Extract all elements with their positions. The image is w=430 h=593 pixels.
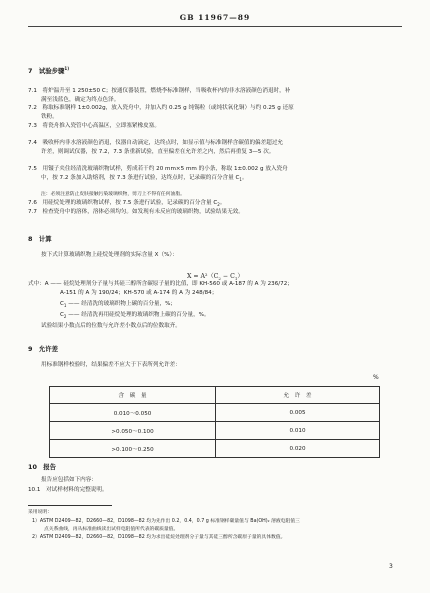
para-7-2-line2: 铁粉。 <box>41 114 58 120</box>
para-7-5-line2: 中，按 7.2 条加入助熔剂，按 7.3 条进行试验，达终点时，记录碳的百分含量 $C_1$。 <box>41 175 248 183</box>
tolerance-table <box>49 386 380 458</box>
footnote-rule <box>28 505 112 506</box>
where-line2: A-151 的 A 为 190/24；KH-570 或 A-174 的 A 为 248/84； <box>60 290 218 296</box>
report-item-10-1: 10.1 对试样材料的完整说明。 <box>28 487 108 493</box>
header-tolerance: 允 许 差 <box>216 387 380 404</box>
section-8-heading: 8 计算 <box>28 235 52 243</box>
para-7-4-line1: 7.4 吸收杯内非水溶液颜色消退，仪器自动滴定，达终点时，如显示值与标准钢样含碳值的偏差超过允 <box>28 140 284 146</box>
cell-carbon-content: 0.010～0.050 <box>50 404 216 422</box>
footnote-2: 2）ASTM D2409—82，D2660—82，D1098—82 均为求出硅烷处理剂分子量与其硅三醇所含碳原子量的具体数值。 <box>32 535 286 540</box>
cell-tolerance: 0.005 <box>216 404 380 422</box>
para-7-5-line1: 7.5 用镊子夹住经清洗玻璃织物试样，剪成若干约 20 mm×5 mm 的小条，称取 1±0.002 g 放入瓷舟 <box>28 166 288 172</box>
where-line1: 式中：A —— 硅烷处理剂分子量与其硅三醇所含碳原子量的比值，即 KH-560 或 A-187 的 A 为 236/72； <box>28 281 293 287</box>
para-7-1-line1: 7.1 将炉温升至 1 250±50 C；按通仪器装置，燃烧李标准钢样，当吸收杯内的非水溶液颜色消退时，补 <box>28 88 291 94</box>
table-row <box>50 440 380 458</box>
note-7-5: 注：必须注意防止皮肤接触污染玻璃织物，剪刀上不得有任何油脂。 <box>41 192 185 197</box>
footnote-1-line1: 1）ASTM D2409—82，D2660—82，D1098—82 均为先作出 0.2，0.4，0.7 g 标准钢样碳量值与 Ba(OH)₂ 溶液电阻值三 <box>32 519 300 524</box>
cell-tolerance: 0.010 <box>216 422 380 440</box>
where-c1: $C_1$ —— 经清洗的玻璃织物上碳的百分量，%； <box>60 301 177 309</box>
para-7-1-line2: 满至浅蓝色，确定为终点色泽。 <box>41 97 120 103</box>
table-row <box>50 422 380 440</box>
para-7-3: 7.3 将瓷舟推入瓷管中心高温区，立即塞紧橡皮塞。 <box>28 123 160 129</box>
para-7-4-line2: 许差，则调试仪器，按 7.2，7.3 条重新试验，直至偏差在允许差之内，然后再重复 3—5 次。 <box>41 149 275 155</box>
header-carbon-content: 含 碳 量 <box>50 387 216 404</box>
report-intro: 报告应包括如下内容： <box>41 477 97 483</box>
cell-carbon-content: >0.100～0.250 <box>50 440 216 458</box>
cell-carbon-content: >0.050～0.100 <box>50 422 216 440</box>
cell-tolerance: 0.020 <box>216 440 380 458</box>
where-c2: $C_2$ —— 经清洗再用硅烷处理的玻璃织物上碳的百分量，%。 <box>60 312 210 320</box>
calc-result-rule: 试验结果小数点后的位数与允许差小数点后的位数取齐。 <box>41 323 181 329</box>
formula: $X = A^2(C_2 - C_1)$ <box>187 273 244 282</box>
standard-number-header: GB 11967—89 <box>179 13 251 22</box>
para-7-2-line1: 7.2 称取标准钢样 1±0.002g，放入瓷舟中，并加入约 0.25 g 纯锡粒（或纯状氧化铜）与约 0.25 g 还原 <box>28 105 294 111</box>
para-7-7: 7.7 检查瓷舟中的溶体，溶体必须均匀。如发现有未反应的玻璃织物，试验结果无效。 <box>28 209 244 215</box>
unit-percent: % <box>373 374 379 381</box>
section-9-heading: 9 允许差 <box>28 345 59 353</box>
section-10-heading: 10 报告 <box>28 463 57 471</box>
section-7-heading: 7 试验步骤$^{1)}$ <box>28 66 70 76</box>
para-7-6: 7.6 用硅烷处理的玻璃织物试样，按 7.5 条进行试验，记录碳的百分含量 $C_2$。 <box>28 200 226 208</box>
calc-intro: 按下式计算玻璃织物上硅烷处理剂的实际含量 X（%）： <box>41 252 178 258</box>
table-row <box>50 404 380 422</box>
page-number: 3 <box>389 563 393 570</box>
header-rule <box>28 26 402 27</box>
table-header-row <box>50 387 380 404</box>
tolerance-intro: 用标准钢样校验时，结果偏差不应大于下表所列允许差： <box>41 362 181 368</box>
footnote-1-line2: 点关系曲线，再从标准曲线读出试样电阻值所代表的碳质量值。 <box>44 527 179 532</box>
footnote-title: 采用说明： <box>28 510 52 515</box>
